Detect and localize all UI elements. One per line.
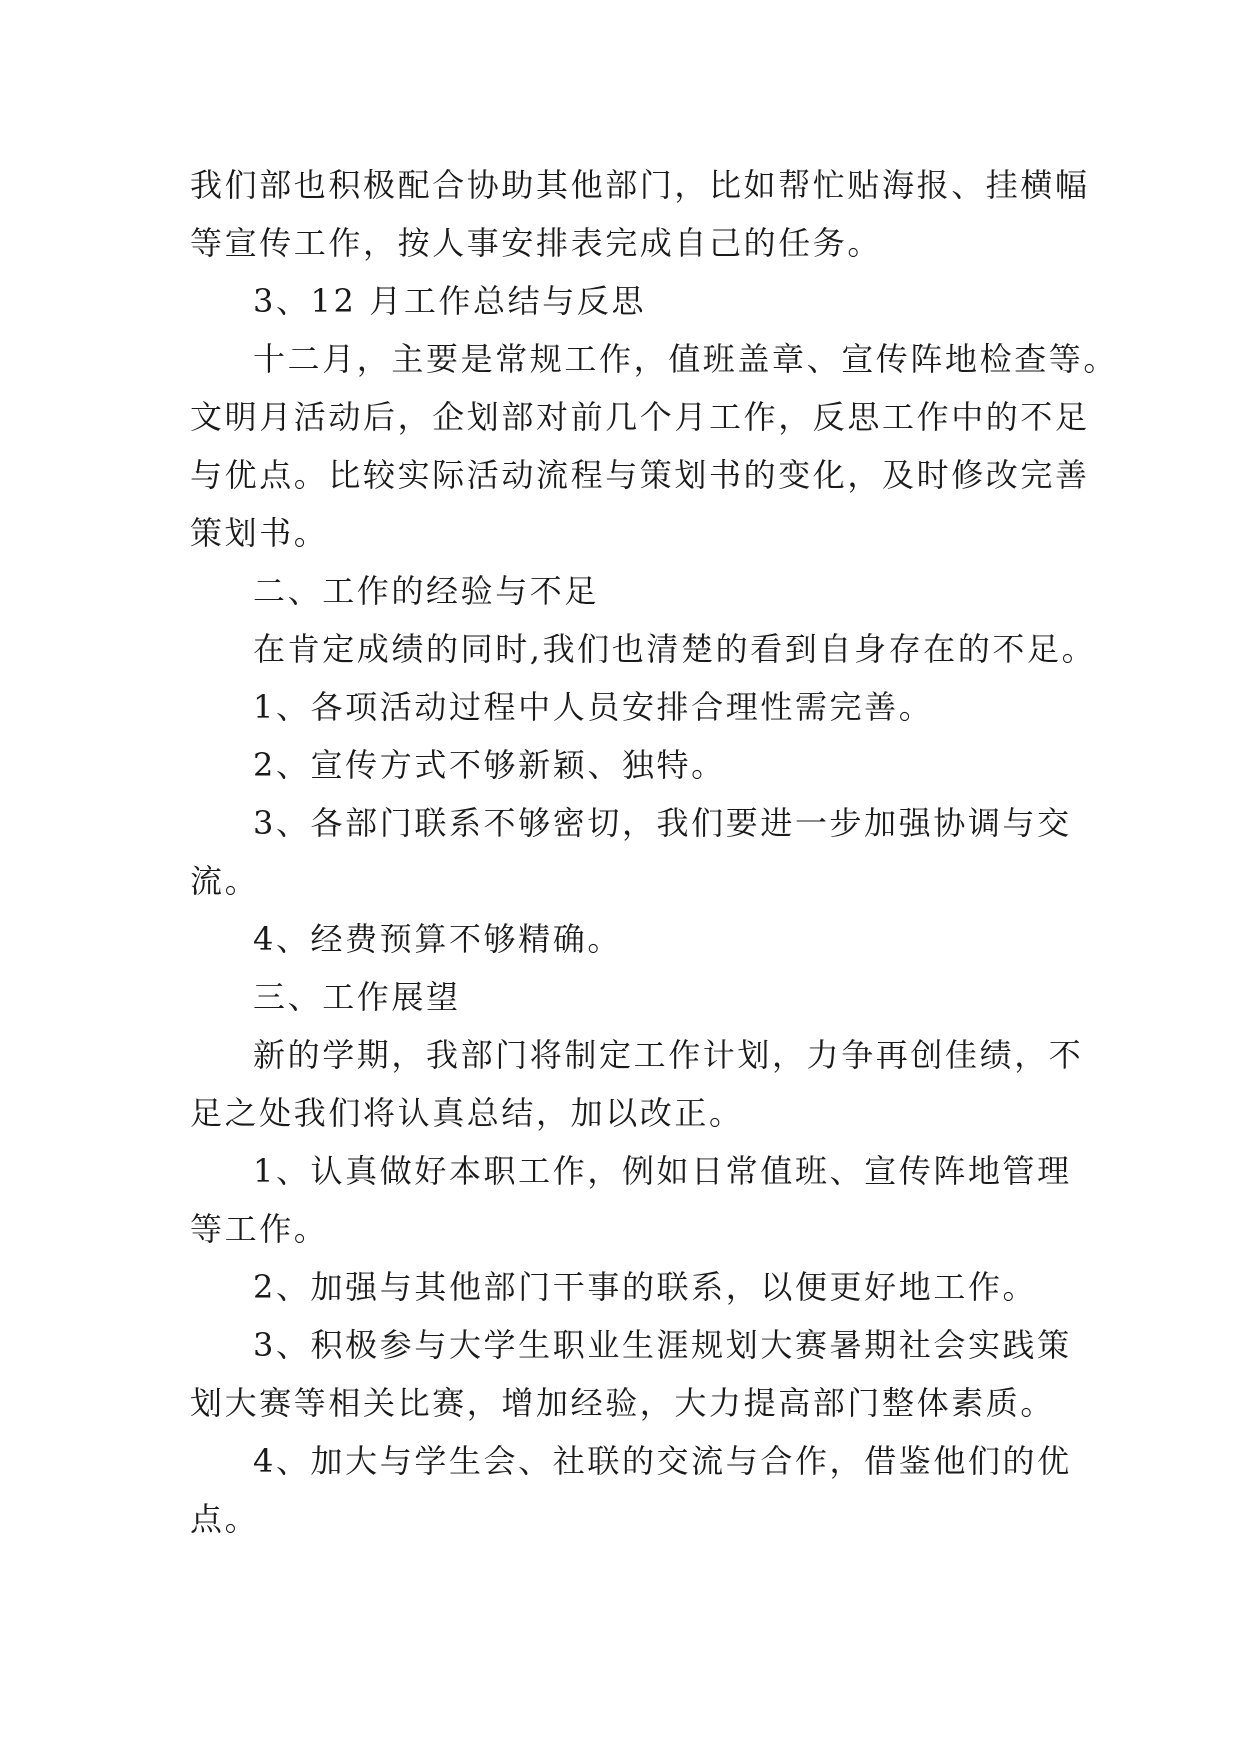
text-line: 我们部也积极配合协助其他部门，比如帮忙贴海报、挂横幅	[190, 166, 1090, 204]
text-line: 新的学期，我部门将制定工作计划，力争再创佳绩，不	[253, 1036, 1084, 1074]
text-line: 在肯定成绩的同时,我们也清楚的看到自身存在的不足。	[253, 630, 1097, 668]
text-line: 流。	[190, 862, 260, 900]
text-line: 等工作。	[190, 1210, 329, 1248]
list-item: 2、加强与其他部门干事的联系，以便更好地工作。	[253, 1268, 1038, 1306]
text-line: 点。	[190, 1500, 260, 1538]
text-line: 十二月，主要是常规工作，值班盖章、宣传阵地检查等。	[253, 340, 1119, 378]
list-item: 3、各部门联系不够密切，我们要进一步加强协调与交	[253, 804, 1072, 842]
list-item: 4、经费预算不够精确。	[253, 920, 622, 958]
section-heading: 3、12 月工作总结与反思	[253, 282, 647, 320]
text-line: 划大赛等相关比赛，增加经验，大力提高部门整体素质。	[190, 1384, 1056, 1422]
list-item: 1、各项活动过程中人员安排合理性需完善。	[253, 688, 934, 726]
list-item: 2、宣传方式不够新颖、独特。	[253, 746, 726, 784]
list-item: 1、认真做好本职工作，例如日常值班、宣传阵地管理	[253, 1152, 1072, 1190]
text-line: 策划书。	[190, 514, 329, 552]
text-line: 等宣传工作，按人事安排表完成自己的任务。	[190, 224, 883, 262]
section-heading: 三、工作展望	[253, 978, 461, 1016]
text-line: 足之处我们将认真总结，加以改正。	[190, 1094, 744, 1132]
text-line: 文明月活动后，企划部对前几个月工作，反思工作中的不足	[190, 398, 1090, 436]
list-item: 3、积极参与大学生职业生涯规划大赛暑期社会实践策	[253, 1326, 1072, 1364]
section-heading: 二、工作的经验与不足	[253, 572, 600, 610]
list-item: 4、加大与学生会、社联的交流与合作，借鉴他们的优	[253, 1442, 1072, 1480]
text-line: 与优点。比较实际活动流程与策划书的变化，及时修改完善	[190, 456, 1090, 494]
